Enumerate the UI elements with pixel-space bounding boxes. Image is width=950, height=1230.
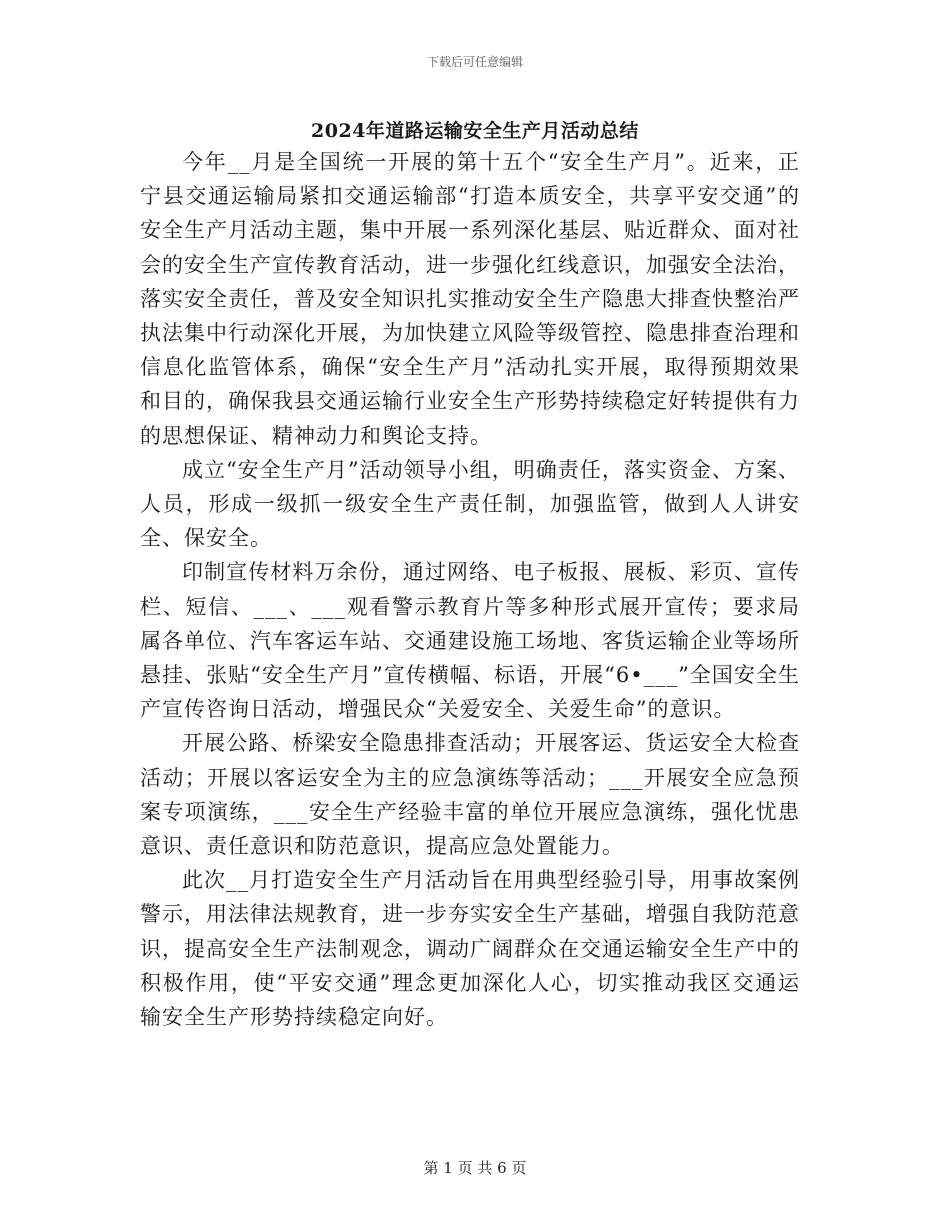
- page-header-note: 下载后可任意编辑: [426, 55, 523, 69]
- document-body: [140, 145, 800, 1034]
- paragraph-3: 印制宣传材料万余份，通过网络、电子板报、展板、彩页、宣传栏、短信、___、___观看警示教育片等多种形式展开宣传；要求局属各单位、汽车客运车站、交通建设施工场地、客货运输企业等场所悬挂、张贴“安全生产月”宣传横幅、标语，开展“6•___”全国安全生产宣传咨询日活动，增强民众“关爱安全、关爱生命”的意识。: [140, 560, 800, 722]
- paragraph-2: 成立“安全生产月”活动领导小组，明确责任，落实资金、方案、人员，形成一级抓一级安全生产责任制，加强监管，做到人人讲安全、保安全。: [140, 457, 800, 551]
- paragraph-5: 此次__月打造安全生产月活动旨在用典型经验引导，用事故案例警示，用法律法规教育，进一步夯实安全生产基础，增强自我防范意识，提高安全生产法制观念，调动广阔群众在交通运输安全生产中的积极作用，使“平安交通”理念更加深化人心，切实推动我区交通运输安全生产形势持续稳定向好。: [140, 868, 800, 1030]
- page-number-footer: 第 1 页 共 6 页: [423, 1159, 527, 1177]
- paragraph-1: 今年__月是全国统一开展的第十五个“安全生产月”。近来，正宁县交通运输局紧扣交通运输部“打造本质安全，共享平安交通”的安全生产月活动主题，集中开展一系列深化基层、贴近群众、面对社会的安全生产宣传教育活动，进一步强化红线意识，加强安全法治，落实安全责任，普及安全知识扎实推动安全生产隐患大排查快整治严执法集中行动深化开展，为加快建立风险等级管控、隐患排查治理和信息化监管体系，确保“安全生产月”活动扎实开展，取得预期效果和目的，确保我县交通运输行业安全生产形势持续稳定好转提供有力的思想保证、精神动力和舆论支持。: [140, 150, 800, 448]
- document-title: 2024年道路运输安全生产月活动总结: [311, 120, 639, 142]
- paragraph-4: 开展公路、桥梁安全隐患排查活动；开展客运、货运安全大检查活动；开展以客运安全为主的应急演练等活动；___开展安全应急预案专项演练，___安全生产经验丰富的单位开展应急演练，强化忧患意识、责任意识和防范意识，提高应急处置能力。: [140, 731, 800, 859]
